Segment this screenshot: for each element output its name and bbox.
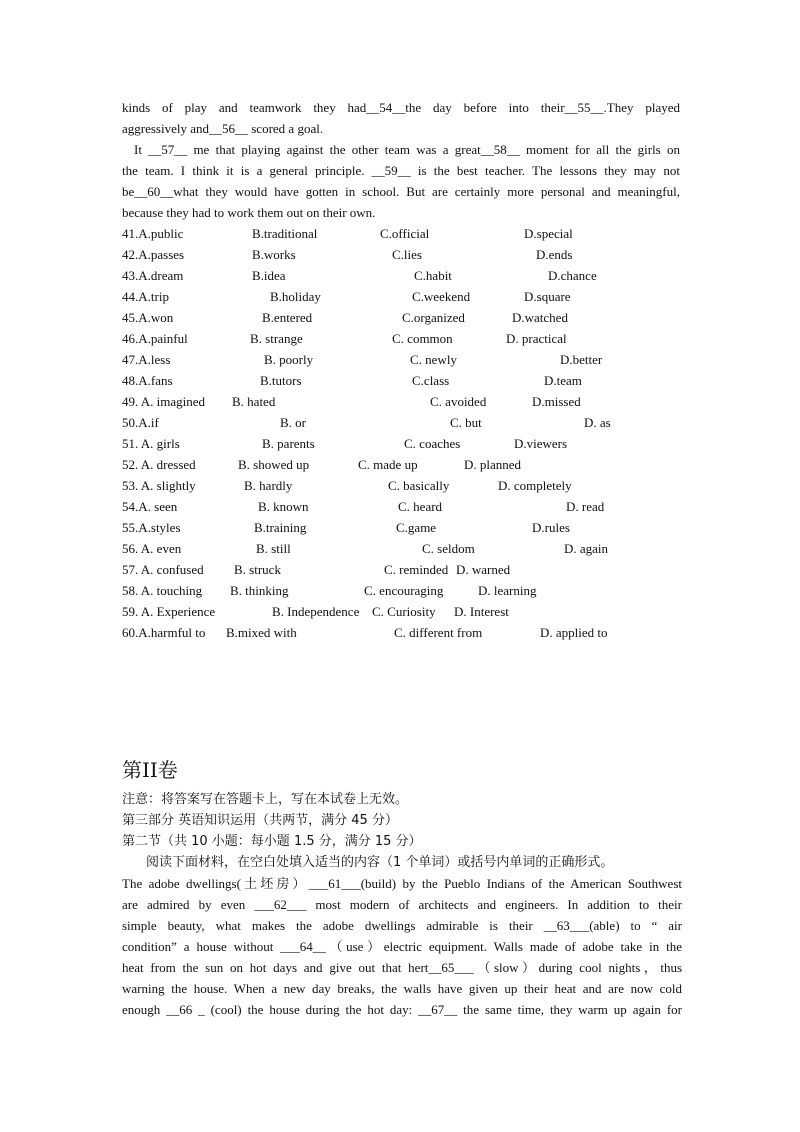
option-row <box>122 496 680 517</box>
option-choice: B. hardly <box>244 478 293 493</box>
option-choice: B.works <box>252 247 296 262</box>
option-row <box>122 475 680 496</box>
option-choice: B. strange <box>250 331 303 346</box>
passage-line: It __57__ me that playing against the other team was a great__58__ moment for all the girls on <box>134 142 680 157</box>
option-choice: B.idea <box>252 268 286 283</box>
option-choice: B. known <box>258 499 309 514</box>
option-choice: D. practical <box>506 331 567 346</box>
option-choice: D. read <box>566 499 605 514</box>
option-choice: 47.A.less <box>122 352 171 367</box>
option-choice: C.official <box>380 226 430 241</box>
passage-line: are admired by even ___62___ most modern of architects and engineers. In addition to their <box>122 897 682 912</box>
passage-line: The adobe dwellings(土坯房）___61___(build) by the Pueblo Indians of the American Southwest <box>122 876 682 891</box>
option-choice: 59. A. Experience <box>122 604 216 619</box>
option-row <box>122 601 680 622</box>
option-choice: 41.A.public <box>122 226 184 241</box>
option-choice: C. heard <box>398 499 443 514</box>
option-choice: C. encouraging <box>364 583 444 598</box>
option-choice: B. poorly <box>264 352 314 367</box>
option-row <box>122 244 680 265</box>
option-choice: 54.A. seen <box>122 499 178 514</box>
option-choice: D.viewers <box>514 436 568 451</box>
option-row <box>122 349 680 370</box>
option-choice: 55.A.styles <box>122 520 181 535</box>
passage-text <box>122 97 680 223</box>
option-choice: B. Independence <box>272 604 360 619</box>
fill-blank-passage <box>122 873 682 1020</box>
cloze-passage <box>122 97 680 643</box>
option-row <box>122 538 680 559</box>
option-choice: B.entered <box>262 310 313 325</box>
option-choice: C. common <box>392 331 453 346</box>
option-choice: 46.A.painful <box>122 331 188 346</box>
option-choice: C. Curiosity <box>372 604 436 619</box>
option-choice: 58. A. touching <box>122 583 203 598</box>
option-choice: D. completely <box>498 478 572 493</box>
option-choice: B. showed up <box>238 457 310 472</box>
passage-line: simple beauty, what makes the adobe dwellings admirable is their __63___(able) to “ air <box>122 918 682 933</box>
option-choice: B. hated <box>232 394 276 409</box>
option-choice: D.watched <box>512 310 568 325</box>
option-choice: D. planned <box>464 457 522 472</box>
option-choice: 49. A. imagined <box>122 394 206 409</box>
option-choice: D.team <box>544 373 582 388</box>
option-row <box>122 223 680 244</box>
subsection-heading: 第二节（共 10 小题：每小题 1.5 分，满分 15 分） <box>122 834 422 849</box>
option-row <box>122 580 680 601</box>
option-choice: C.game <box>396 520 437 535</box>
option-choice: B.holiday <box>270 289 321 304</box>
option-choice: C.organized <box>402 310 465 325</box>
option-choice: 52. A. dressed <box>122 457 196 472</box>
option-choice: D.rules <box>532 520 570 535</box>
passage-line: aggressively and__56__ scored a goal. <box>122 121 324 136</box>
option-choice: 50.A.if <box>122 415 159 430</box>
option-row <box>122 328 680 349</box>
option-choice: C. but <box>450 415 482 430</box>
passage-line: warning the house. When a new day breaks, the walls have given up their heat and are now cold <box>122 981 682 996</box>
option-choice: 57. A. confused <box>122 562 204 577</box>
option-row <box>122 370 680 391</box>
option-choice: 48.A.fans <box>122 373 173 388</box>
option-row <box>122 286 680 307</box>
option-choice: B. still <box>256 541 291 556</box>
exam-note: 注意：将答案写在答题卡上，写在本试卷上无效。 <box>122 792 409 807</box>
option-choice: B. thinking <box>230 583 289 598</box>
option-choice: D.special <box>524 226 573 241</box>
passage-line: heat from the sun on hot days and give out that hert__65___（slow）during cool nights，thus <box>122 960 682 975</box>
part-heading: 第三部分 英语知识运用（共两节，满分 45 分） <box>122 813 398 828</box>
option-row <box>122 412 680 433</box>
option-choice: C.weekend <box>412 289 471 304</box>
option-choice: 45.A.won <box>122 310 174 325</box>
option-row <box>122 433 680 454</box>
option-choice: D.square <box>524 289 571 304</box>
option-choice: C.class <box>412 373 450 388</box>
option-choice: 42.A.passes <box>122 247 185 262</box>
option-choice: C. coaches <box>404 436 461 451</box>
option-choice: C. different from <box>394 625 483 640</box>
option-row <box>122 265 680 286</box>
passage-line: the team. I think it is a general principle. __59__ is the best teacher. The lessons they may not <box>122 163 680 178</box>
option-row <box>122 622 680 643</box>
option-row <box>122 307 680 328</box>
option-row <box>122 559 680 580</box>
option-choice: D. applied to <box>540 625 608 640</box>
option-choice: D. warned <box>456 562 511 577</box>
option-choice: D.better <box>560 352 603 367</box>
option-choice: D. again <box>564 541 609 556</box>
option-choice: B.mixed with <box>226 625 297 640</box>
passage-line: condition” a house without ___64__（use）electric equipment. Walls made of adobe take in the <box>122 939 682 954</box>
option-choice: 44.A.trip <box>122 289 169 304</box>
option-choice: 51. A. girls <box>122 436 180 451</box>
passage-line: enough __66 _ (cool) the house during the hot day: __67__ the same time, they warm up again for <box>122 1002 682 1017</box>
option-row <box>122 454 680 475</box>
options-list <box>122 223 680 643</box>
option-choice: D. learning <box>478 583 537 598</box>
passage-line: be__60__what they would have gotten in school. But are certainly more personal and meaningful, <box>122 184 680 199</box>
option-choice: C. made up <box>358 457 418 472</box>
instruction: 阅读下面材料，在空白处填入适当的内容（1 个单词）或括号内单词的正确形式。 <box>146 855 614 870</box>
option-choice: C. avoided <box>430 394 487 409</box>
option-choice: C. reminded <box>384 562 449 577</box>
option-choice: C.lies <box>392 247 422 262</box>
passage-line: because they had to work them out on their own. <box>122 205 376 220</box>
option-choice: D. as <box>584 415 611 430</box>
option-choice: B. parents <box>262 436 315 451</box>
option-choice: C. seldom <box>422 541 475 556</box>
option-choice: B. or <box>280 415 306 430</box>
option-choice: B.traditional <box>252 226 318 241</box>
option-choice: B. struck <box>234 562 281 577</box>
option-choice: C. basically <box>388 478 450 493</box>
option-choice: C.habit <box>414 268 452 283</box>
option-choice: D.ends <box>536 247 573 262</box>
passage-line: kinds of play and teamwork they had__54__the day before into their__55__.They played <box>122 100 680 115</box>
option-choice: B.tutors <box>260 373 302 388</box>
section-title: 第II卷 <box>122 758 178 782</box>
option-choice: 53. A. slightly <box>122 478 196 493</box>
option-choice: B.training <box>254 520 307 535</box>
option-row <box>122 391 680 412</box>
option-choice: 56. A. even <box>122 541 182 556</box>
option-choice: D.chance <box>548 268 597 283</box>
option-choice: 43.A.dream <box>122 268 184 283</box>
option-choice: 60.A.harmful to <box>122 625 206 640</box>
option-row <box>122 517 680 538</box>
option-choice: D.missed <box>532 394 581 409</box>
option-choice: D. Interest <box>454 604 509 619</box>
option-choice: C. newly <box>410 352 457 367</box>
section-two <box>122 755 682 1020</box>
